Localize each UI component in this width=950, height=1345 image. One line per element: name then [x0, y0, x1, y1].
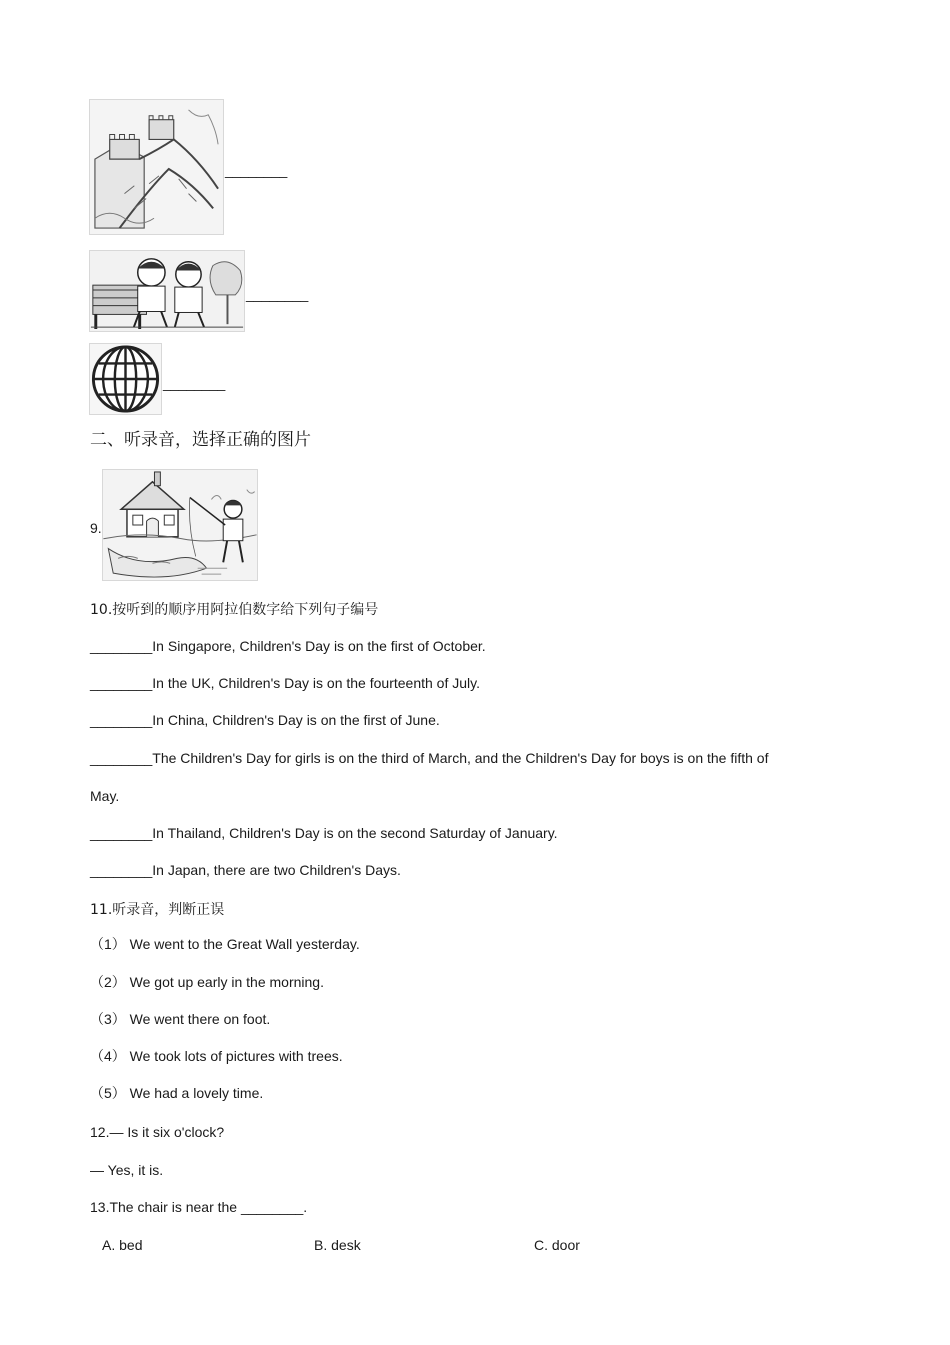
answer-blank-3[interactable]: ________	[163, 375, 226, 391]
q11-statement: （5） We had a lovely time.	[90, 1085, 264, 1101]
q11-statement: （3） We went there on foot.	[90, 1011, 271, 1027]
globe-picture	[89, 343, 162, 415]
q10-sentence: ________In Thailand, Children's Day is on the second Saturday of January.	[90, 825, 558, 841]
children-on-bench-picture	[89, 250, 245, 332]
option-c[interactable]: C. door	[534, 1237, 580, 1253]
q10-sentence: ________In the UK, Children's Day is on the fourteenth of July.	[90, 675, 480, 691]
q10-sentence: ________In Singapore, Children's Day is on the first of October.	[90, 638, 486, 654]
question-9-number: 9.	[90, 520, 102, 536]
option-a[interactable]: A. bed	[102, 1237, 143, 1253]
house-fishing-picture	[102, 469, 258, 581]
section-heading: 二、听录音，选择正确的图片	[90, 430, 311, 450]
q10-sentence: ________In Japan, there are two Children's Days.	[90, 862, 401, 878]
question-11-prompt: 11.听录音，判断正误	[90, 902, 225, 918]
q11-statement: （2） We got up early in the morning.	[90, 974, 324, 990]
q10-sentence-continuation: May.	[90, 788, 120, 804]
q11-statement: （1） We went to the Great Wall yesterday.	[90, 936, 360, 952]
answer-blank-2[interactable]: ________	[246, 286, 309, 302]
question-12-line-2: — Yes, it is.	[90, 1162, 164, 1178]
q11-statement: （4） We took lots of pictures with trees.	[90, 1048, 343, 1064]
q10-sentence: ________In China, Children's Day is on the first of June.	[90, 712, 440, 728]
great-wall-picture	[89, 99, 224, 235]
question-13-prompt: 13.The chair is near the ________.	[90, 1199, 308, 1215]
question-12-line-1: 12.— Is it six o'clock?	[90, 1124, 225, 1140]
q10-sentence: ________The Children's Day for girls is on the third of March, and the Children's Day for boys is on the fifth of	[90, 750, 769, 766]
question-10-prompt: 10.按听到的顺序用阿拉伯数字给下列句子编号	[90, 602, 379, 618]
option-b[interactable]: B. desk	[314, 1237, 361, 1253]
answer-blank-1[interactable]: ________	[225, 162, 288, 178]
